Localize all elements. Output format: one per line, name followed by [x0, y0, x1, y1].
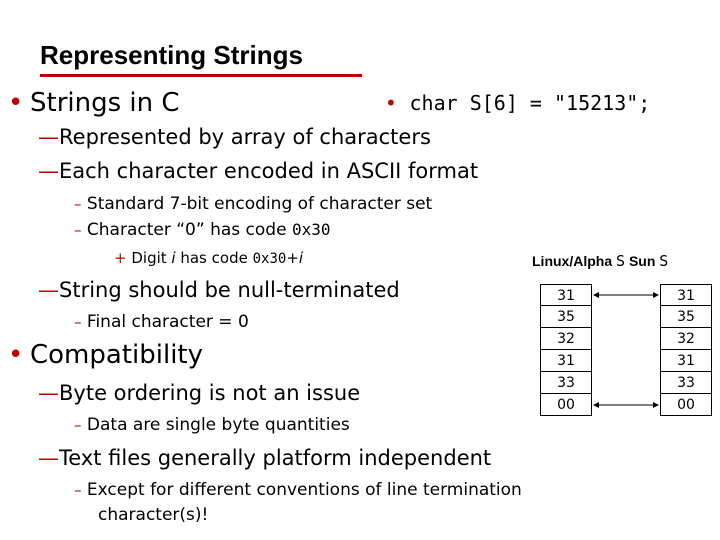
- memory-column-left: [540, 284, 592, 416]
- plus-icon: +: [114, 249, 127, 267]
- title-underline: [40, 74, 362, 77]
- sub-bullet-text: Byte ordering is not an issue: [59, 381, 361, 405]
- dash-icon: —: [38, 159, 59, 183]
- dash-icon: —: [38, 125, 59, 149]
- code-text: 0x30: [291, 220, 331, 239]
- memory-column-headers: [532, 252, 668, 270]
- memory-cell: 00: [660, 394, 712, 416]
- memory-cell: 00: [540, 394, 592, 416]
- dash-icon: –: [74, 313, 82, 331]
- memory-cell: 31: [660, 284, 712, 306]
- memory-cell: 32: [540, 328, 592, 350]
- digit-mid: has code: [175, 249, 253, 267]
- digit-var: i: [171, 249, 176, 267]
- dash-icon: –: [74, 481, 82, 499]
- bullet-dot-icon: •: [8, 88, 24, 118]
- equivalence-arrows: [592, 284, 660, 416]
- bullet-text: Compatibility: [30, 340, 203, 370]
- sub-sub-bullet-except: [74, 480, 522, 500]
- memory-cell: 33: [660, 372, 712, 394]
- digit-text: Digit: [131, 249, 172, 267]
- bullet-dot-icon: •: [385, 91, 397, 115]
- sub-bullet-byte-order: [38, 381, 360, 405]
- sub-bullet-text: Represented by array of characters: [59, 125, 431, 149]
- sub-bullet-text-files: [38, 446, 491, 470]
- header-s-right: S: [659, 252, 669, 270]
- sub-sub-bullet-text: Character “0” has code: [86, 220, 292, 240]
- bullet-dot-icon: •: [8, 340, 24, 370]
- dash-icon: –: [74, 195, 82, 213]
- dash-icon: –: [74, 416, 82, 434]
- sub-bullet-text: Text files generally platform independent: [59, 446, 492, 470]
- memory-cell: 35: [660, 306, 712, 328]
- bullet-text: Strings in C: [30, 88, 180, 118]
- sub-sub-bullet-text: Standard 7-bit encoding of character set: [86, 194, 433, 214]
- code-text: 0x30: [252, 251, 287, 267]
- sub-bullet-null: [38, 278, 400, 302]
- dash-icon: —: [38, 381, 59, 405]
- sub-bullet-text: String should be null-terminated: [59, 278, 400, 302]
- bullet-strings-in-c: [8, 88, 180, 118]
- dash-icon: –: [74, 221, 82, 239]
- declaration-code: char S[6] = "15213";: [409, 91, 651, 115]
- sub-sub-bullet-single-byte: [74, 415, 350, 435]
- sub-bullet-ascii: [38, 159, 478, 183]
- level4-bullet-digit: [114, 249, 303, 267]
- sub-sub-bullet-7bit: [74, 194, 432, 214]
- header-s-left: S: [616, 252, 626, 270]
- bullet-compatibility: [8, 340, 203, 370]
- memory-cell: 35: [540, 306, 592, 328]
- sub-sub-bullet-char0: [74, 220, 330, 240]
- declaration: [385, 91, 650, 115]
- header-linux-alpha: Linux/Alpha: [532, 253, 613, 269]
- dash-icon: —: [38, 446, 59, 470]
- sub-bullet-text: Each character encoded in ASCII format: [59, 159, 479, 183]
- memory-cell: 32: [660, 328, 712, 350]
- dash-icon: —: [38, 278, 59, 302]
- sub-sub-bullet-text: Except for different conventions of line termination: [86, 480, 522, 500]
- digit-plus: +: [286, 249, 299, 267]
- slide-title: Representing Strings: [40, 40, 303, 70]
- memory-cell: 33: [540, 372, 592, 394]
- sub-sub-bullet-text: Data are single byte quantities: [86, 415, 350, 435]
- digit-var: i: [298, 249, 304, 267]
- header-sun: Sun: [628, 253, 656, 269]
- sub-sub-bullet-final: [74, 312, 249, 332]
- sub-sub-bullet-except-cont: character(s)!: [98, 505, 209, 525]
- memory-column-right: [660, 284, 712, 416]
- sub-sub-bullet-text: Final character = 0: [86, 312, 249, 332]
- memory-cell: 31: [660, 350, 712, 372]
- sub-bullet-repr: [38, 125, 431, 149]
- memory-cell: 31: [540, 350, 592, 372]
- memory-cell: 31: [540, 284, 592, 306]
